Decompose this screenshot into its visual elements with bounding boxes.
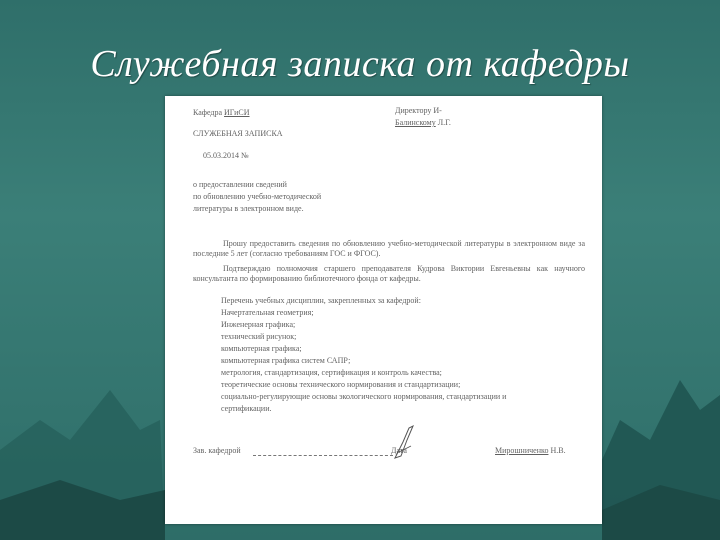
signer-surname: Мирошниченко bbox=[495, 446, 549, 455]
discipline-item: компьютерная графика систем САПР; bbox=[221, 356, 351, 365]
doc-date: 05.03.2014 № bbox=[203, 151, 249, 160]
signature-scribble-icon bbox=[391, 422, 421, 462]
signature-date: Дата bbox=[391, 446, 407, 455]
signature-line bbox=[253, 455, 393, 456]
signer-initials: Н.В. bbox=[548, 446, 566, 455]
memo-document bbox=[165, 96, 602, 524]
header-department bbox=[193, 108, 250, 118]
department-prefix: Кафедра bbox=[193, 108, 225, 117]
addressee-initials: Л.Г. bbox=[435, 118, 451, 127]
addressee-line-1: Директору И- bbox=[395, 106, 442, 115]
discipline-item: Начертательная геометрия; bbox=[221, 308, 314, 317]
discipline-item: социально-регулирующие основы экологического нормирования, стандартизации и bbox=[221, 392, 507, 401]
slide-title: Служебная записка от кафедры bbox=[90, 43, 630, 85]
discipline-item: метрология, стандартизация, сертификация и контроль качества; bbox=[221, 368, 442, 377]
discipline-item: Инженерная графика; bbox=[221, 320, 296, 329]
authority-paragraph: Подтверждаю полномочия старшего преподавателя Кудрова Виктории Евгеньевны как научного консультанта по формированию библиотечного фонда от кафедры. bbox=[193, 264, 585, 283]
discipline-item: компьютерная графика; bbox=[221, 344, 302, 353]
signature-name bbox=[495, 446, 566, 456]
disciplines-intro: Перечень учебных дисциплин, закрепленных за кафедрой: bbox=[221, 296, 421, 305]
addressee-name: Балинскому bbox=[395, 118, 436, 127]
request-paragraph: Прошу предоставить сведения по обновлению учебно-методической литературы в электронном виде за последние 5 лет (согласно требованиям ГОС и ФГОС). bbox=[193, 239, 585, 258]
signature-title: Зав. кафедрой bbox=[193, 446, 241, 455]
discipline-item: теоретические основы технического нормирования и стандартизации; bbox=[221, 380, 461, 389]
subject-line-3: литературы в электронном виде. bbox=[193, 204, 304, 213]
doc-type: СЛУЖЕБНАЯ ЗАПИСКА bbox=[193, 129, 283, 138]
discipline-item: технический рисунок; bbox=[221, 332, 297, 341]
subject-line-1: о предоставлении сведений bbox=[193, 180, 287, 189]
addressee-line-2 bbox=[395, 118, 451, 128]
discipline-item: сертификации. bbox=[221, 404, 272, 413]
department-name: ИГиСИ bbox=[224, 108, 250, 117]
subject-line-2: по обновлению учебно-методической bbox=[193, 192, 322, 201]
